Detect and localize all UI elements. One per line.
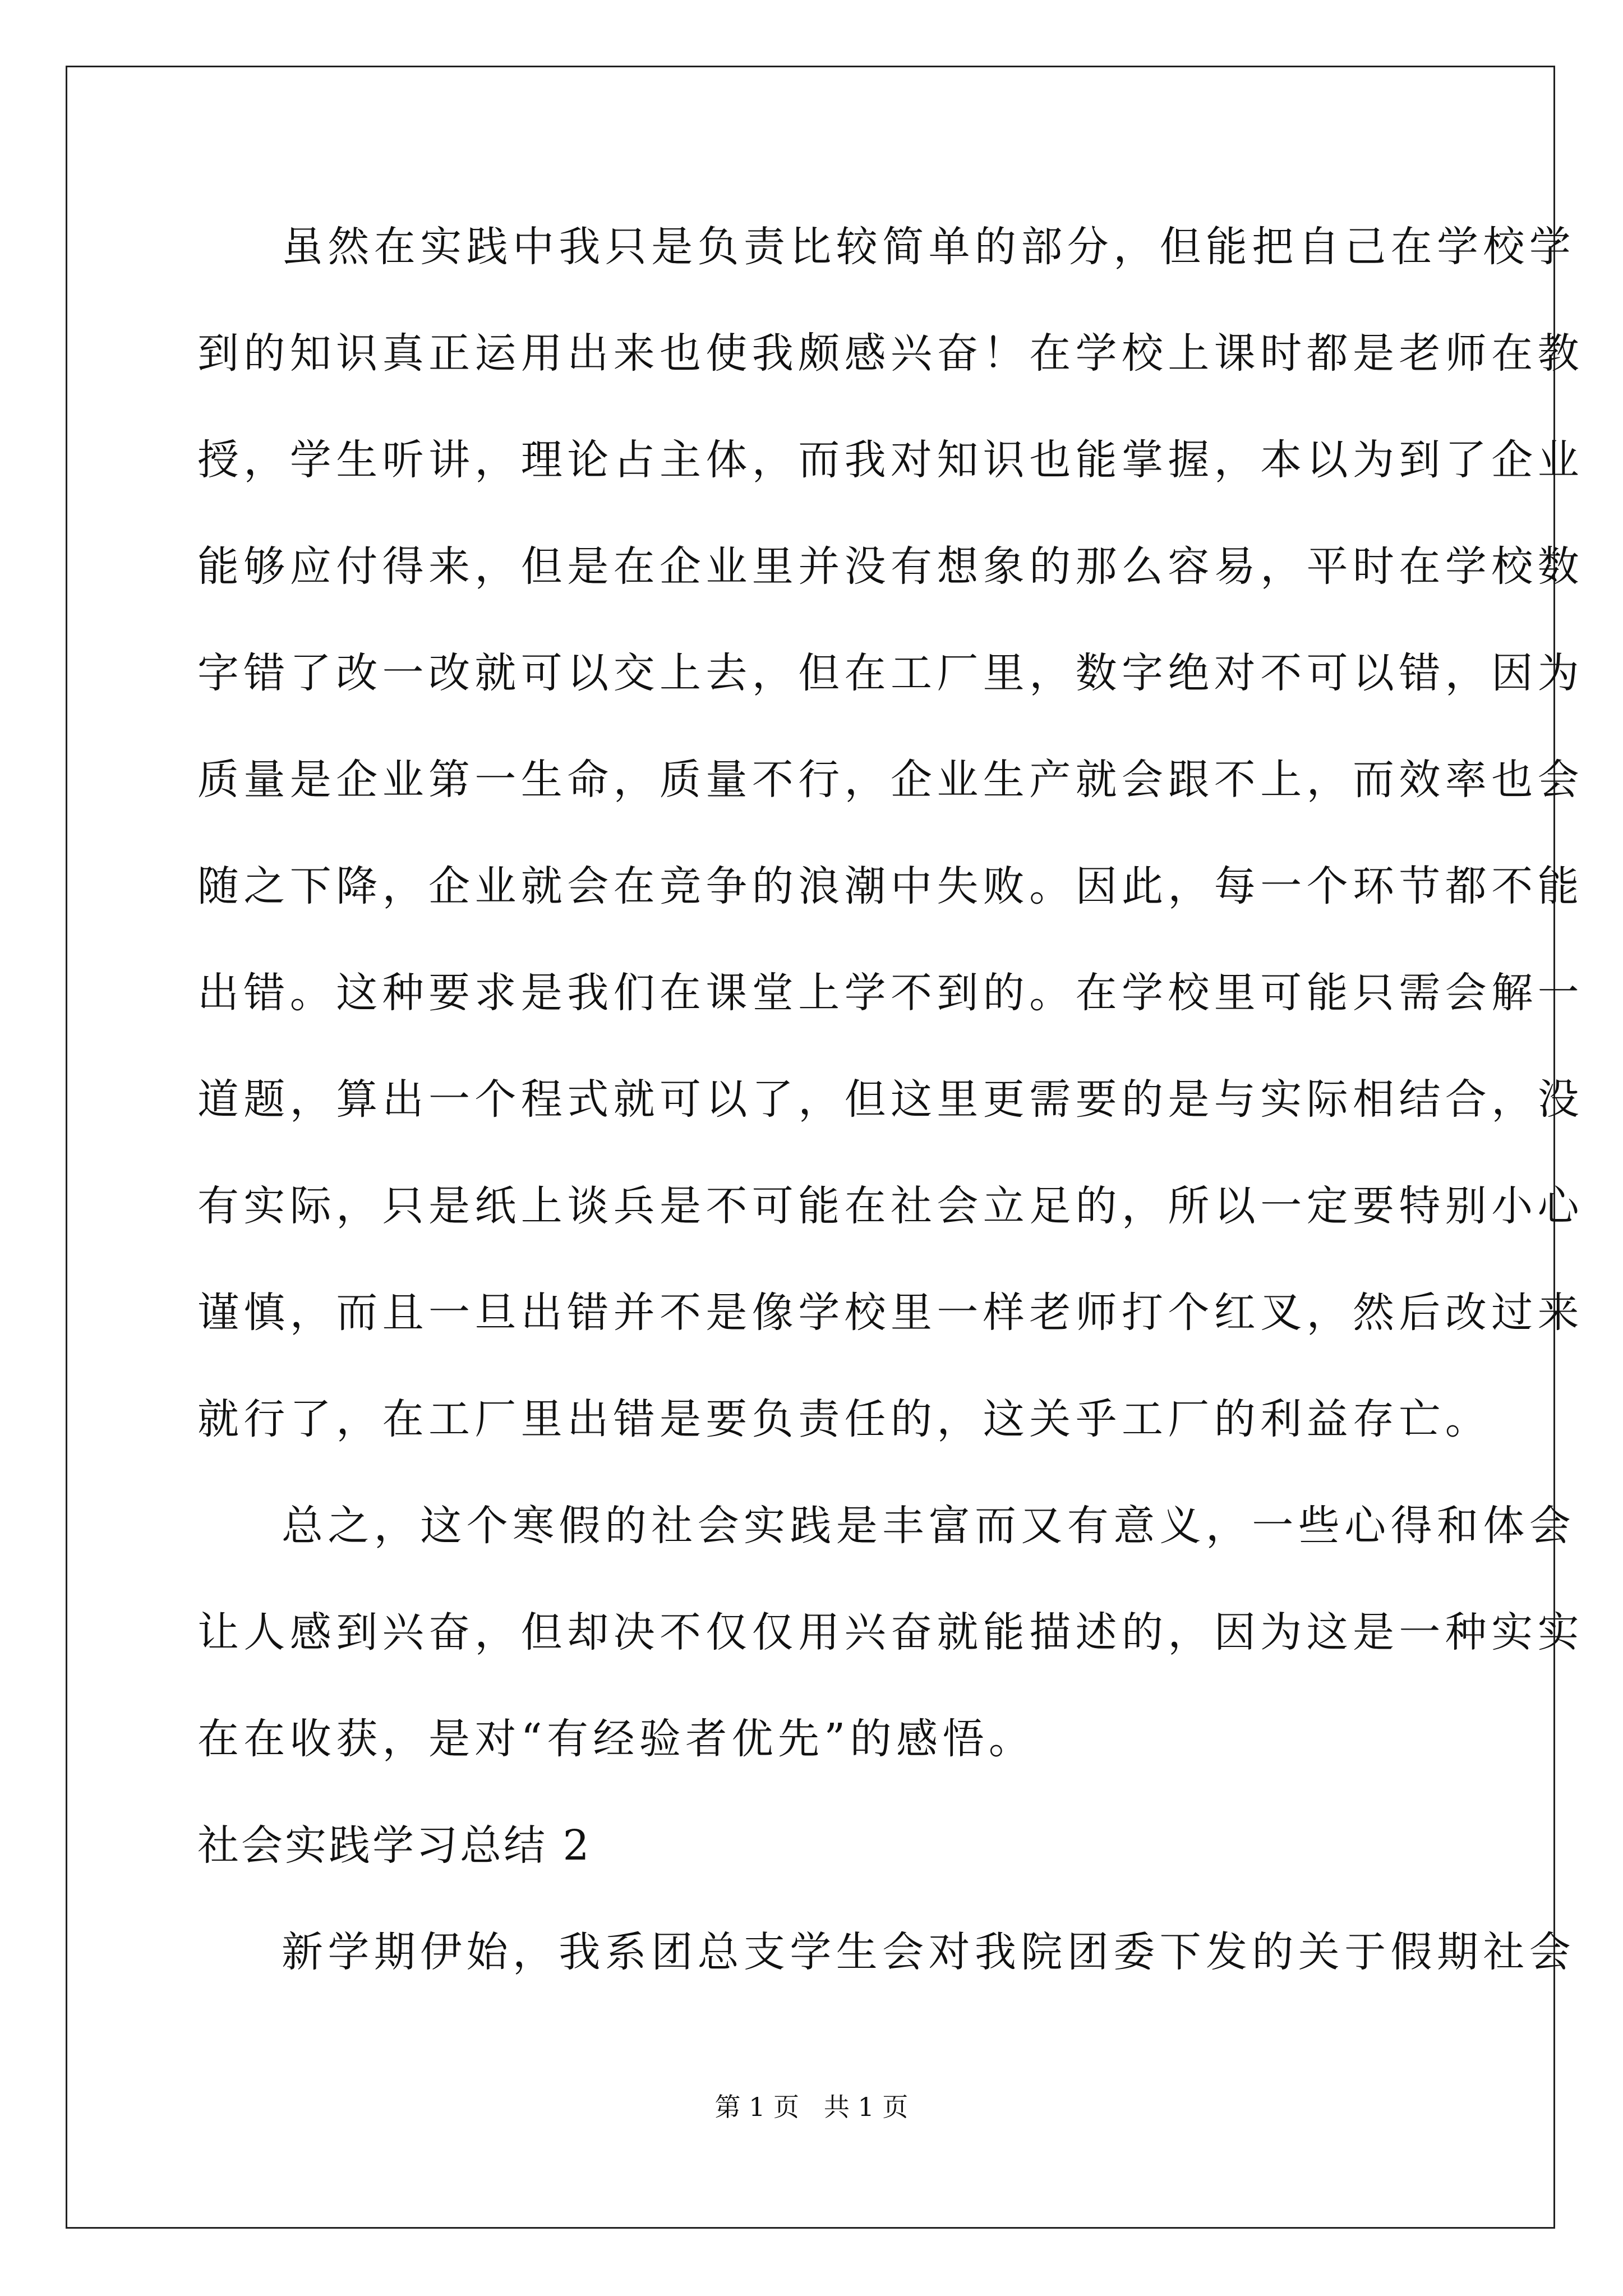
paragraph-1-line-4: 能够应付得来，但是在企业里并没有想象的那么容易，平时在学校数 <box>197 542 1584 591</box>
paragraph-1-line-7: 随之下降，企业就会在竞争的浪潮中失败。因此，每一个环节都不能 <box>197 862 1584 910</box>
paragraph-1-line-6: 质量是企业第一生命，质量不行，企业生产就会跟不上，而效率也会 <box>197 756 1584 804</box>
paragraph-1-line-8: 出错。这种要求是我们在课堂上学不到的。在学校里可能只需会解一 <box>197 969 1584 1017</box>
page-border <box>66 66 1555 2229</box>
section-heading: 社会实践学习总结 2 <box>197 1821 592 1870</box>
paragraph-2-line-1: 总之，这个寒假的社会实践是丰富而又有意义，一些心得和体会 <box>282 1502 1576 1550</box>
page-footer: 第 1 页 共 1 页 <box>714 2092 909 2122</box>
paragraph-1-line-1: 虽然在实践中我只是负责比较简单的部分，但能把自己在学校学 <box>282 223 1576 271</box>
paragraph-1-line-9: 道题，算出一个程式就可以了，但这里更需要的是与实际相结合，没 <box>197 1075 1584 1124</box>
paragraph-1-line-3: 授，学生听讲，理论占主体，而我对知识也能掌握，本以为到了企业 <box>197 436 1584 484</box>
paragraph-1-line-10: 有实际，只是纸上谈兵是不可能在社会立足的，所以一定要特别小心 <box>197 1182 1584 1230</box>
paragraph-2-line-3: 在在收获，是对“有经验者优先”的感悟。 <box>197 1715 1035 1763</box>
paragraph-1-line-2: 到的知识真正运用出来也使我颇感兴奋！在学校上课时都是老师在教 <box>197 329 1584 378</box>
paragraph-1-line-12: 就行了，在工厂里出错是要负责任的，这关乎工厂的利益存亡。 <box>197 1395 1492 1443</box>
paragraph-3-line-1: 新学期伊始，我系团总支学生会对我院团委下发的关于假期社会 <box>282 1928 1576 1976</box>
paragraph-1-line-11: 谨慎，而且一旦出错并不是像学校里一样老师打个红叉，然后改过来 <box>197 1289 1584 1337</box>
paragraph-2-line-2: 让人感到兴奋，但却决不仅仅用兴奋就能描述的，因为这是一种实实 <box>197 1608 1584 1657</box>
paragraph-1-line-5: 字错了改一改就可以交上去，但在工厂里，数字绝对不可以错，因为 <box>197 649 1584 697</box>
